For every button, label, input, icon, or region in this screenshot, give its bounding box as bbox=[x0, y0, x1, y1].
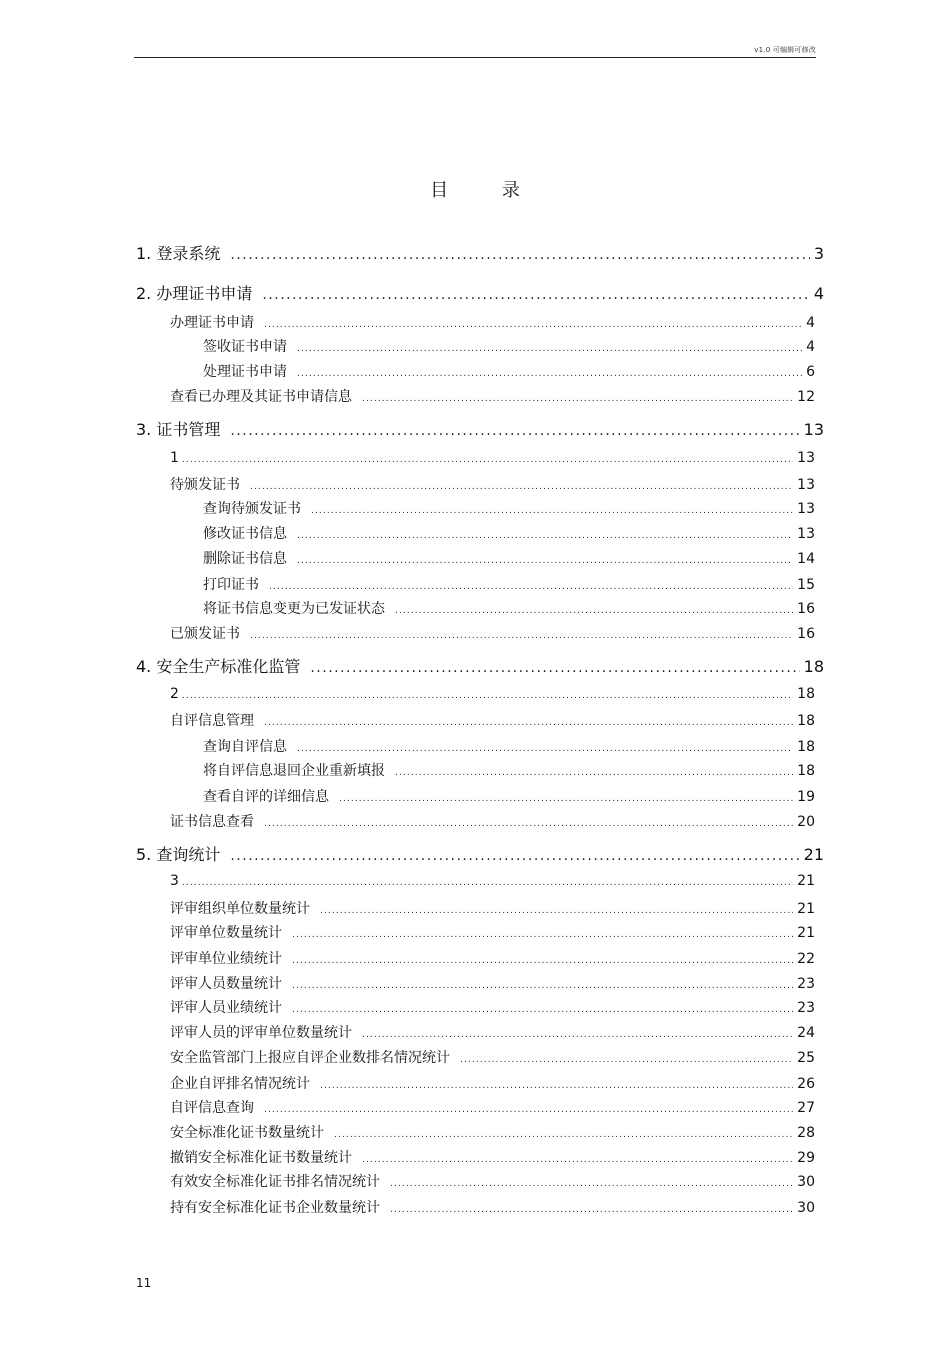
toc-entry-level-2[interactable] bbox=[170, 474, 815, 494]
toc-entry-page-number: 13 bbox=[797, 526, 815, 542]
toc-entry-page-number: 21 bbox=[797, 925, 815, 941]
toc-entry-level-1[interactable] bbox=[136, 241, 824, 264]
toc-entry-page-number: 4 bbox=[813, 284, 824, 303]
toc-entry-level-3[interactable] bbox=[203, 574, 815, 594]
toc-entry-label: 持有安全标准化证书企业数量统计 bbox=[170, 1200, 380, 1216]
toc-entry-page-number: 18 bbox=[797, 763, 815, 779]
toc-entry-level-2[interactable] bbox=[170, 312, 815, 332]
toc-entry-level-3[interactable] bbox=[203, 736, 815, 756]
toc-entry-page-number: 18 bbox=[797, 713, 815, 729]
toc-entry-level-3[interactable] bbox=[203, 598, 815, 618]
toc-entry-label: 查询待颁发证书 bbox=[203, 501, 301, 517]
toc-entry-level-3[interactable] bbox=[203, 336, 815, 356]
dot-leader bbox=[182, 691, 793, 701]
toc-entry-label: 3. 证书管理 bbox=[136, 420, 221, 439]
header-rule bbox=[134, 57, 816, 58]
toc-entry-label: 已颁发证书 bbox=[170, 626, 240, 642]
toc-entry-label: 评审单位业绩统计 bbox=[170, 951, 282, 967]
toc-entry-label: 修改证书信息 bbox=[203, 526, 287, 542]
dot-leader bbox=[262, 287, 809, 303]
toc-entry-level-2[interactable] bbox=[170, 948, 815, 968]
toc-entry-label: 自评信息查询 bbox=[170, 1100, 254, 1116]
dot-leader bbox=[395, 768, 793, 778]
toc-entry-page-number: 6 bbox=[806, 364, 815, 380]
dot-leader bbox=[264, 819, 793, 829]
toc-entry-label: 证书信息查看 bbox=[170, 814, 254, 830]
dot-leader bbox=[390, 1179, 793, 1189]
toc-entry-label: 查询自评信息 bbox=[203, 739, 287, 755]
dot-leader bbox=[390, 1205, 793, 1215]
dot-leader bbox=[230, 848, 799, 864]
dot-leader bbox=[230, 423, 799, 439]
toc-entry-label: 评审人员数量统计 bbox=[170, 976, 282, 992]
toc-entry-level-2[interactable] bbox=[170, 898, 815, 918]
footer-page-number: 11 bbox=[136, 1276, 152, 1290]
dot-leader bbox=[320, 906, 793, 916]
toc-entry-level-2[interactable] bbox=[170, 1197, 815, 1217]
toc-entry-page-number: 18 bbox=[803, 657, 824, 676]
toc-entry-level-3[interactable] bbox=[203, 786, 815, 806]
dot-leader bbox=[334, 1130, 793, 1140]
dot-leader bbox=[182, 455, 793, 465]
dot-leader bbox=[311, 506, 793, 516]
dot-leader bbox=[250, 482, 793, 492]
toc-entry-page-number: 22 bbox=[797, 951, 815, 967]
dot-leader bbox=[362, 1155, 793, 1165]
toc-entry-level-2[interactable] bbox=[170, 1022, 815, 1042]
toc-entry-label: 企业自评排名情况统计 bbox=[170, 1076, 310, 1092]
toc-entry-level-2[interactable] bbox=[170, 1073, 815, 1093]
dot-leader bbox=[297, 556, 793, 566]
toc-entry-label: 3 bbox=[170, 873, 179, 889]
toc-entry-label: 有效安全标准化证书排名情况统计 bbox=[170, 1174, 380, 1190]
toc-entry-label: 查看已办理及其证书申请信息 bbox=[170, 389, 352, 405]
toc-entry-page-number: 21 bbox=[797, 873, 815, 889]
toc-entry-page-number: 20 bbox=[797, 814, 815, 830]
toc-entry-level-2[interactable] bbox=[170, 811, 815, 831]
toc-entry-page-number: 13 bbox=[797, 477, 815, 493]
toc-entry-page-number: 26 bbox=[797, 1076, 815, 1092]
toc-entry-page-number: 23 bbox=[797, 976, 815, 992]
toc-entry-label: 安全标准化证书数量统计 bbox=[170, 1125, 324, 1141]
toc-entry-page-number: 21 bbox=[797, 901, 815, 917]
dot-leader bbox=[310, 660, 799, 676]
toc-entry-page-number: 27 bbox=[797, 1100, 815, 1116]
toc-entry-page-number: 18 bbox=[797, 686, 815, 702]
toc-entry-label: 撤销安全标准化证书数量统计 bbox=[170, 1150, 352, 1166]
dot-leader bbox=[339, 794, 793, 804]
toc-entry-page-number: 18 bbox=[797, 739, 815, 755]
toc-entry-level-2[interactable] bbox=[170, 997, 815, 1017]
toc-entry-level-2[interactable] bbox=[170, 450, 815, 466]
dot-leader bbox=[297, 369, 802, 379]
dot-leader bbox=[230, 247, 809, 263]
toc-entry-level-1[interactable] bbox=[136, 281, 824, 304]
toc-entry-page-number: 19 bbox=[797, 789, 815, 805]
dot-leader bbox=[320, 1081, 793, 1091]
toc-entry-level-1[interactable] bbox=[136, 417, 824, 440]
header-note: v1.0 可编辑可修改 bbox=[754, 46, 816, 54]
toc-entry-level-3[interactable] bbox=[203, 548, 815, 568]
toc-entry-label: 1. 登录系统 bbox=[136, 244, 221, 263]
toc-entry-level-2[interactable] bbox=[170, 1122, 815, 1142]
toc-entry-label: 评审人员业绩统计 bbox=[170, 1000, 282, 1016]
toc-entry-level-3[interactable] bbox=[203, 361, 815, 381]
toc-entry-page-number: 16 bbox=[797, 601, 815, 617]
toc-entry-label: 待颁发证书 bbox=[170, 477, 240, 493]
toc-entry-label: 删除证书信息 bbox=[203, 551, 287, 567]
toc-entry-label: 评审人员的评审单位数量统计 bbox=[170, 1025, 352, 1041]
toc-entry-page-number: 24 bbox=[797, 1025, 815, 1041]
toc-entry-page-number: 23 bbox=[797, 1000, 815, 1016]
toc-entry-page-number: 28 bbox=[797, 1125, 815, 1141]
toc-entry-level-2[interactable] bbox=[170, 386, 815, 406]
toc-entry-page-number: 13 bbox=[803, 420, 824, 439]
dot-leader bbox=[292, 981, 793, 991]
toc-entry-level-1[interactable] bbox=[136, 842, 824, 865]
dot-leader bbox=[264, 320, 802, 330]
toc-entry-level-3[interactable] bbox=[203, 523, 815, 543]
toc-entry-level-1[interactable] bbox=[136, 654, 824, 677]
toc-entry-label: 将证书信息变更为已发证状态 bbox=[203, 601, 385, 617]
dot-leader bbox=[264, 1105, 793, 1115]
dot-leader bbox=[460, 1055, 793, 1065]
dot-leader bbox=[362, 394, 793, 404]
toc-entry-level-2[interactable] bbox=[170, 922, 815, 942]
dot-leader bbox=[297, 344, 802, 354]
toc-entry-label: 评审单位数量统计 bbox=[170, 925, 282, 941]
toc-entry-label: 自评信息管理 bbox=[170, 713, 254, 729]
toc-entry-label: 4. 安全生产标准化监管 bbox=[136, 657, 301, 676]
toc-entry-page-number: 3 bbox=[813, 244, 824, 263]
toc-entry-label: 将自评信息退回企业重新填报 bbox=[203, 763, 385, 779]
dot-leader bbox=[395, 606, 793, 616]
toc-entry-page-number: 14 bbox=[797, 551, 815, 567]
toc-entry-page-number: 13 bbox=[797, 450, 815, 466]
toc-entry-page-number: 25 bbox=[797, 1050, 815, 1066]
toc-entry-page-number: 29 bbox=[797, 1150, 815, 1166]
dot-leader bbox=[264, 718, 793, 728]
toc-title: 目 录 bbox=[430, 180, 544, 201]
toc-entry-level-2[interactable] bbox=[170, 873, 815, 889]
toc-entry-label: 评审组织单位数量统计 bbox=[170, 901, 310, 917]
toc-entry-page-number: 4 bbox=[806, 339, 815, 355]
toc-entry-page-number: 4 bbox=[806, 315, 815, 331]
toc-entry-page-number: 21 bbox=[803, 845, 824, 864]
toc-entry-page-number: 13 bbox=[797, 501, 815, 517]
toc-entry-level-2[interactable] bbox=[170, 1171, 815, 1191]
toc-entry-level-2[interactable] bbox=[170, 1147, 815, 1167]
toc-entry-label: 5. 查询统计 bbox=[136, 845, 221, 864]
dot-leader bbox=[292, 930, 793, 940]
dot-leader bbox=[297, 531, 793, 541]
toc-entry-label: 2 bbox=[170, 686, 179, 702]
toc-entry-label: 安全监管部门上报应自评企业数排名情况统计 bbox=[170, 1050, 450, 1066]
dot-leader bbox=[250, 631, 793, 641]
dot-leader bbox=[182, 878, 793, 888]
toc-entry-page-number: 30 bbox=[797, 1200, 815, 1216]
toc-entry-label: 处理证书申请 bbox=[203, 364, 287, 380]
toc-entry-level-2[interactable] bbox=[170, 973, 815, 993]
toc-entry-label: 1 bbox=[170, 450, 179, 466]
toc-entry-label: 查看自评的详细信息 bbox=[203, 789, 329, 805]
toc-entry-label: 2. 办理证书申请 bbox=[136, 284, 253, 303]
toc-entry-level-2[interactable] bbox=[170, 1047, 815, 1067]
toc-entry-label: 打印证书 bbox=[203, 577, 259, 593]
toc-entry-label: 办理证书申请 bbox=[170, 315, 254, 331]
toc-entry-page-number: 12 bbox=[797, 389, 815, 405]
toc-entry-level-2[interactable] bbox=[170, 1097, 815, 1117]
toc-entry-label: 签收证书申请 bbox=[203, 339, 287, 355]
toc-entry-level-3[interactable] bbox=[203, 498, 815, 518]
toc-entry-page-number: 30 bbox=[797, 1174, 815, 1190]
dot-leader bbox=[292, 1005, 793, 1015]
dot-leader bbox=[269, 582, 793, 592]
toc-entry-page-number: 15 bbox=[797, 577, 815, 593]
dot-leader bbox=[292, 956, 793, 966]
toc-entry-level-3[interactable] bbox=[203, 760, 815, 780]
toc-entry-level-2[interactable] bbox=[170, 623, 815, 643]
toc-entry-level-2[interactable] bbox=[170, 686, 815, 702]
toc-entry-level-2[interactable] bbox=[170, 710, 815, 730]
toc-entry-page-number: 16 bbox=[797, 626, 815, 642]
dot-leader bbox=[362, 1030, 793, 1040]
dot-leader bbox=[297, 744, 793, 754]
